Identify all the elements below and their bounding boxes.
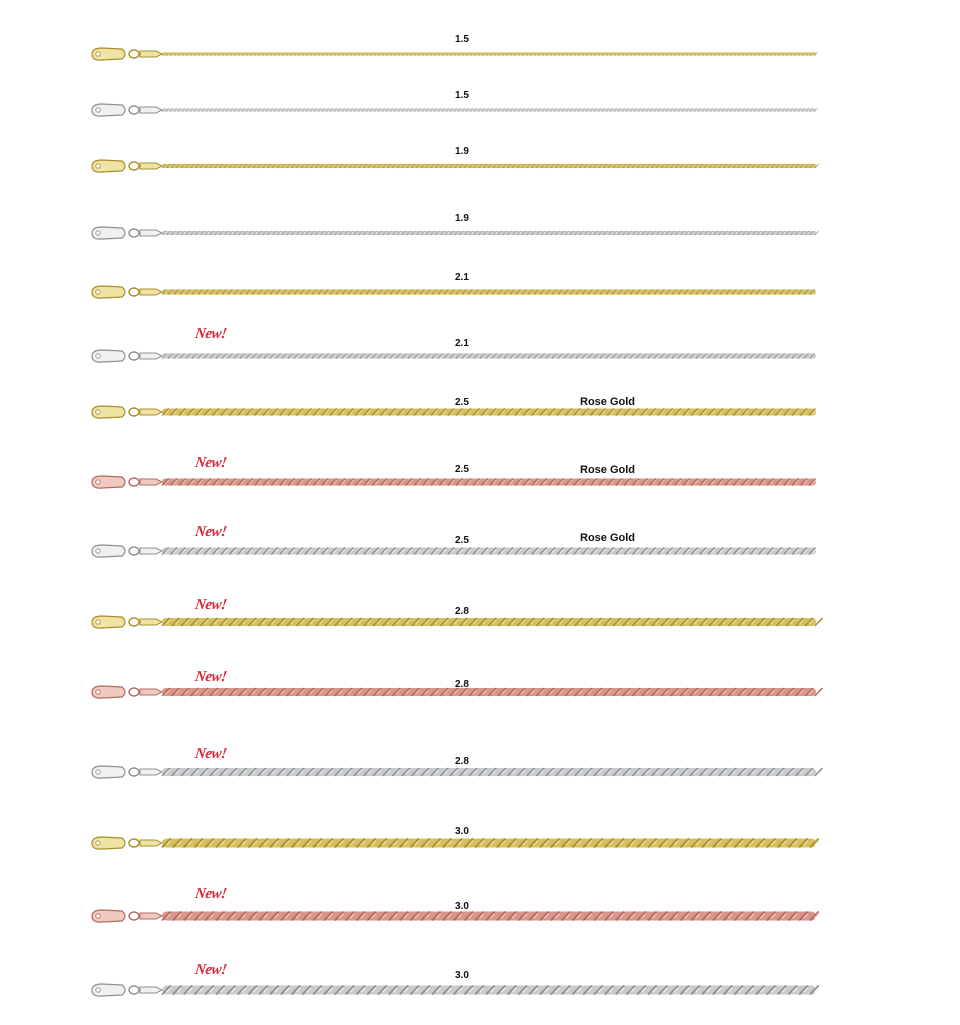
chain-image	[88, 278, 816, 306]
color-label: Rose Gold	[580, 532, 636, 544]
size-label: 2.1	[455, 272, 469, 283]
jump-ring	[129, 768, 139, 776]
size-label: 2.5	[455, 464, 469, 475]
size-label: 1.5	[455, 90, 469, 101]
end-tag	[140, 353, 162, 359]
chain-row	[0, 482, 960, 492]
new-badge: New!	[193, 962, 228, 978]
chain-image	[88, 342, 816, 370]
new-badge: New!	[193, 597, 228, 613]
chain-image	[88, 537, 816, 565]
end-tag	[140, 619, 162, 625]
size-label: 2.5	[455, 397, 469, 408]
jump-ring	[129, 352, 139, 360]
end-tag	[140, 409, 162, 415]
chain-row	[0, 843, 960, 853]
jump-ring	[129, 50, 139, 58]
end-tag	[140, 289, 162, 295]
chain-image	[88, 152, 816, 180]
chain-image	[88, 976, 816, 1004]
end-tag	[140, 163, 162, 169]
chain-image	[88, 902, 816, 930]
chain-row	[0, 916, 960, 926]
chain-row	[0, 692, 960, 702]
jump-ring	[129, 912, 139, 920]
chain-row	[0, 551, 960, 561]
jump-ring	[129, 229, 139, 237]
chain-image	[88, 40, 816, 68]
new-badge: New!	[193, 886, 228, 902]
size-label: 3.0	[455, 826, 469, 837]
size-label: 3.0	[455, 970, 469, 981]
chain-row	[0, 233, 960, 243]
end-tag	[140, 840, 162, 846]
chain-row	[0, 356, 960, 366]
new-badge: New!	[193, 326, 228, 342]
size-label: 2.5	[455, 535, 469, 546]
size-label: 1.5	[455, 34, 469, 45]
size-label: 2.8	[455, 756, 469, 767]
end-tag	[140, 479, 162, 485]
chain-image	[88, 96, 816, 124]
jump-ring	[129, 478, 139, 486]
end-tag	[140, 51, 162, 57]
chain-row	[0, 412, 960, 422]
end-tag	[140, 548, 162, 554]
chain-image	[88, 829, 816, 857]
chain-row	[0, 622, 960, 632]
end-tag	[140, 107, 162, 113]
new-badge: New!	[193, 524, 228, 540]
new-badge: New!	[193, 669, 228, 685]
jump-ring	[129, 839, 139, 847]
end-tag	[140, 230, 162, 236]
size-label: 2.1	[455, 338, 469, 349]
size-label: 1.9	[455, 213, 469, 224]
color-label: Rose Gold	[580, 464, 636, 476]
end-tag	[140, 769, 162, 775]
chain-image	[88, 468, 816, 496]
size-label: 1.9	[455, 146, 469, 157]
new-badge: New!	[193, 455, 228, 471]
chain-row	[0, 292, 960, 302]
jump-ring	[129, 688, 139, 696]
jump-ring	[129, 547, 139, 555]
jump-ring	[129, 618, 139, 626]
size-label: 2.8	[455, 606, 469, 617]
chain-row	[0, 990, 960, 1000]
jump-ring	[129, 288, 139, 296]
jump-ring	[129, 162, 139, 170]
end-tag	[140, 987, 162, 993]
size-label: 3.0	[455, 901, 469, 912]
chain-row	[0, 54, 960, 64]
end-tag	[140, 689, 162, 695]
new-badge: New!	[193, 746, 228, 762]
jump-ring	[129, 986, 139, 994]
color-label: Rose Gold	[580, 396, 636, 408]
chain-image	[88, 398, 816, 426]
chain-row	[0, 166, 960, 176]
chain-row	[0, 772, 960, 782]
jump-ring	[129, 106, 139, 114]
chain-row	[0, 110, 960, 120]
chain-image	[88, 219, 816, 247]
end-tag	[140, 913, 162, 919]
size-label: 2.8	[455, 679, 469, 690]
jump-ring	[129, 408, 139, 416]
